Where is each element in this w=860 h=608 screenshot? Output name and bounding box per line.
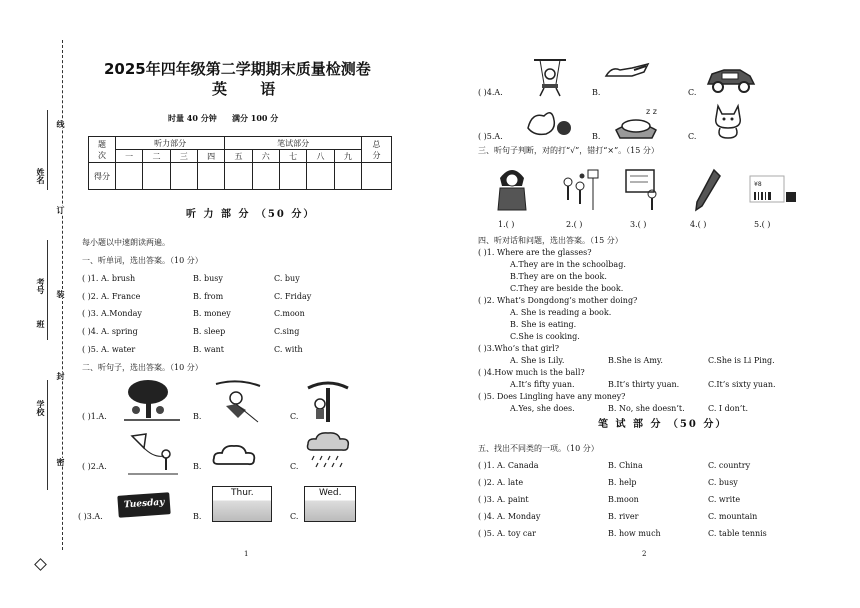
s4-q1-a: A.They are in the schoolbag. — [510, 260, 626, 269]
margin-char-mi: 密 — [56, 458, 66, 466]
wed-text: Wed. — [319, 488, 342, 498]
s4-q3: ( )3.Who’s that girl? — [478, 344, 560, 353]
s5-q4: ( )4. A. Monday — [478, 512, 541, 521]
s4-q4-b: B.It’s thirty yuan. — [608, 380, 680, 389]
score-cell[interactable] — [307, 163, 334, 190]
s2-q5: ( )5.A. — [478, 132, 503, 141]
binding-margin — [0, 0, 70, 608]
s5-q4-b: B. river — [608, 512, 639, 521]
listening-section-title: 听 力 部 分 （50 分） — [186, 209, 316, 220]
s2-q5-c: C. — [688, 132, 697, 141]
s5-q2-b: B. help — [608, 478, 637, 487]
cat-ball-picture — [524, 102, 574, 138]
wed-sign-picture — [304, 486, 356, 522]
s5-q4-c: C. mountain — [708, 512, 758, 521]
s4-q5-c: C. I don’t. — [708, 404, 749, 413]
col-9: 九 — [334, 150, 361, 163]
score-table-row-label: 题 次 — [89, 137, 116, 163]
s2-q1: ( )1.A. — [82, 412, 107, 421]
s4-q4-c: C.It’s sixty yuan. — [708, 380, 776, 389]
col-2: 二 — [143, 150, 170, 163]
s2-q2-b: B. — [193, 462, 202, 471]
margin-char-ding: 订 — [56, 206, 66, 214]
thur-sign-picture — [212, 486, 272, 522]
page-number-2: 2 — [642, 550, 647, 558]
s1-q4-b: B. sleep — [193, 327, 226, 336]
margin-char-zhuang: 装 — [56, 290, 66, 298]
s3-item-4: 4.( ) — [690, 220, 707, 229]
s2-q3-c: C. — [290, 512, 299, 521]
score-cell[interactable] — [225, 163, 252, 190]
section1-heading: 一、听单词，选出答案。（10 分） — [82, 256, 203, 265]
listening-header: 听力部分 — [116, 137, 225, 150]
s2-q2-c: C. — [290, 462, 299, 471]
s1-q2-b: B. from — [193, 292, 224, 301]
s4-q1: ( )1. Where are the glasses? — [478, 248, 592, 257]
s1-q5: ( )5. A. water — [82, 345, 136, 354]
section4-heading: 四、听对话和问题，选出答案。（15 分） — [478, 236, 623, 245]
s1-q2: ( )2. A. France — [82, 292, 141, 301]
s4-q2-b: B. She is eating. — [510, 320, 577, 329]
s2-q2: ( )2.A. — [82, 462, 107, 471]
s5-q5-c: C. table tennis — [708, 529, 767, 538]
s4-q2-c: C.She is cooking. — [510, 332, 580, 341]
exam-time: 时量 40 分钟 — [168, 113, 217, 123]
exam-title: 2025年四年级第二学期期末质量检测卷 — [104, 60, 371, 78]
section5-heading: 五、找出不同类的一项。（10 分） — [478, 444, 599, 453]
tree-boy-picture — [304, 378, 352, 424]
s3-item-3: 3.( ) — [630, 220, 647, 229]
col-3: 三 — [170, 150, 197, 163]
s2-q4-c: C. — [688, 88, 697, 97]
s5-q2: ( )2. A. late — [478, 478, 524, 487]
page-number-1: 1 — [244, 550, 249, 558]
tuesday-sign-picture — [117, 492, 170, 518]
crayon-picture — [694, 168, 722, 212]
col-1: 一 — [116, 150, 143, 163]
kite-flying-picture — [124, 432, 180, 476]
tuesday-text: Tuesday — [123, 497, 165, 511]
s2-q1-b: B. — [193, 412, 202, 421]
margin-char-xian: 线 — [56, 120, 66, 128]
girl-picture — [492, 164, 532, 212]
swing-boy-picture — [530, 58, 570, 98]
school-poster-picture — [624, 166, 664, 212]
svg-text:¥8: ¥8 — [754, 181, 762, 188]
s4-q2-a: A. She is reading a book. — [510, 308, 612, 317]
score-cell[interactable] — [116, 163, 143, 190]
s2-q3-b: B. — [193, 512, 202, 521]
sleeping-cat-picture — [612, 104, 660, 140]
s2-q3: ( )3.A. — [78, 512, 103, 521]
cat-picture — [708, 102, 748, 140]
cloud-picture — [210, 442, 258, 470]
margin-label-examno: 考号 — [36, 278, 46, 294]
score-cell[interactable] — [252, 163, 279, 190]
s1-q2-c: C. Friday — [274, 292, 312, 301]
margin-label-class: 班 — [36, 320, 46, 328]
s5-q3-c: C. write — [708, 495, 741, 504]
s5-q2-c: C. busy — [708, 478, 738, 487]
score-cell[interactable] — [334, 163, 361, 190]
s1-q1-c: C. buy — [274, 274, 300, 283]
thur-text: Thur. — [231, 488, 254, 498]
col-4: 四 — [197, 150, 224, 163]
margin-diamond-icon — [34, 558, 47, 571]
s4-q2: ( )2. What’s Dongdong’s mother doing? — [478, 296, 638, 305]
s5-q3-b: B.moon — [608, 495, 639, 504]
s1-q3-b: B. money — [193, 309, 231, 318]
margin-label-name: 姓名 — [36, 168, 46, 184]
s1-q5-c: C. with — [274, 345, 303, 354]
total-header: 总 分 — [362, 137, 392, 163]
listening-instruction: 每小题以中速朗读两遍。 — [82, 238, 170, 247]
s4-q4: ( )4.How much is the ball? — [478, 368, 585, 377]
s4-q1-b: B.They are on the book. — [510, 272, 607, 281]
score-row-label: 得分 — [89, 163, 116, 190]
s5-q1: ( )1. A. Canada — [478, 461, 539, 470]
score-cell[interactable] — [279, 163, 306, 190]
score-cell[interactable] — [362, 163, 392, 190]
price-tag-picture — [748, 172, 798, 208]
name-blank-line — [47, 110, 48, 190]
school-blank-line — [47, 380, 48, 490]
rain-cloud-picture — [306, 432, 352, 472]
col-8: 八 — [307, 150, 334, 163]
s1-q3: ( )3. A.Monday — [82, 309, 142, 318]
writing-section-title: 笔 试 部 分 （50 分） — [598, 419, 728, 430]
basketball-kids-picture — [558, 168, 602, 212]
kite-girl-picture — [208, 378, 266, 424]
s1-q4-c: C.sing — [274, 327, 300, 336]
tree-picnic-picture — [122, 378, 182, 422]
s5-q3: ( )3. A. paint — [478, 495, 529, 504]
s4-q4-a: A.It’s fifty yuan. — [510, 380, 575, 389]
s1-q4: ( )4. A. spring — [82, 327, 138, 336]
s5-q1-b: B. China — [608, 461, 643, 470]
toy-car-picture — [704, 64, 758, 94]
s4-q3-b: B.She is Amy. — [608, 356, 663, 365]
writing-header: 笔试部分 — [225, 137, 362, 150]
s5-q1-c: C. country — [708, 461, 751, 470]
s4-q5: ( )5. Does Lingling have any money? — [478, 392, 626, 401]
col-5: 五 — [225, 150, 252, 163]
margin-char-feng: 封 — [56, 372, 66, 380]
s5-q5-b: B. how much — [608, 529, 661, 538]
s2-q5-b: B. — [592, 132, 601, 141]
s4-q1-c: C.They are beside the book. — [510, 284, 624, 293]
s1-q3-c: C.moon — [274, 309, 305, 318]
section3-heading: 三、听句子判断，对的打“√”，错打“×”。（15 分） — [478, 146, 659, 155]
s5-q5: ( )5. A. toy car — [478, 529, 536, 538]
score-cell[interactable] — [143, 163, 170, 190]
hand-drawing-picture — [604, 62, 650, 82]
s3-item-2: 2.( ) — [566, 220, 583, 229]
s1-q1: ( )1. A. brush — [82, 274, 136, 283]
margin-label-school: 学校 — [36, 400, 46, 416]
svg-text:z z: z z — [646, 107, 657, 116]
col-7: 七 — [279, 150, 306, 163]
s3-item-1: 1.( ) — [498, 220, 515, 229]
s3-item-5: 5.( ) — [754, 220, 771, 229]
s4-q3-a: A. She is Lily. — [510, 356, 565, 365]
score-table — [88, 136, 392, 190]
s4-q5-b: B. No, she doesn’t. — [608, 404, 685, 413]
section2-heading: 二、听句子，选出答案。（10 分） — [82, 363, 203, 372]
class-blank-line — [47, 240, 48, 340]
s1-q5-b: B. want — [193, 345, 224, 354]
col-6: 六 — [252, 150, 279, 163]
score-cell[interactable] — [197, 163, 224, 190]
s2-q4-b: B. — [592, 88, 601, 97]
s4-q3-c: C.She is Li Ping. — [708, 356, 775, 365]
s4-q5-a: A.Yes, she does. — [510, 404, 575, 413]
s2-q4: ( )4.A. — [478, 88, 503, 97]
s1-q1-b: B. busy — [193, 274, 223, 283]
s2-q1-c: C. — [290, 412, 299, 421]
score-cell[interactable] — [170, 163, 197, 190]
exam-full-score: 满分 100 分 — [232, 113, 279, 123]
exam-subject: 英 语 — [212, 80, 290, 98]
